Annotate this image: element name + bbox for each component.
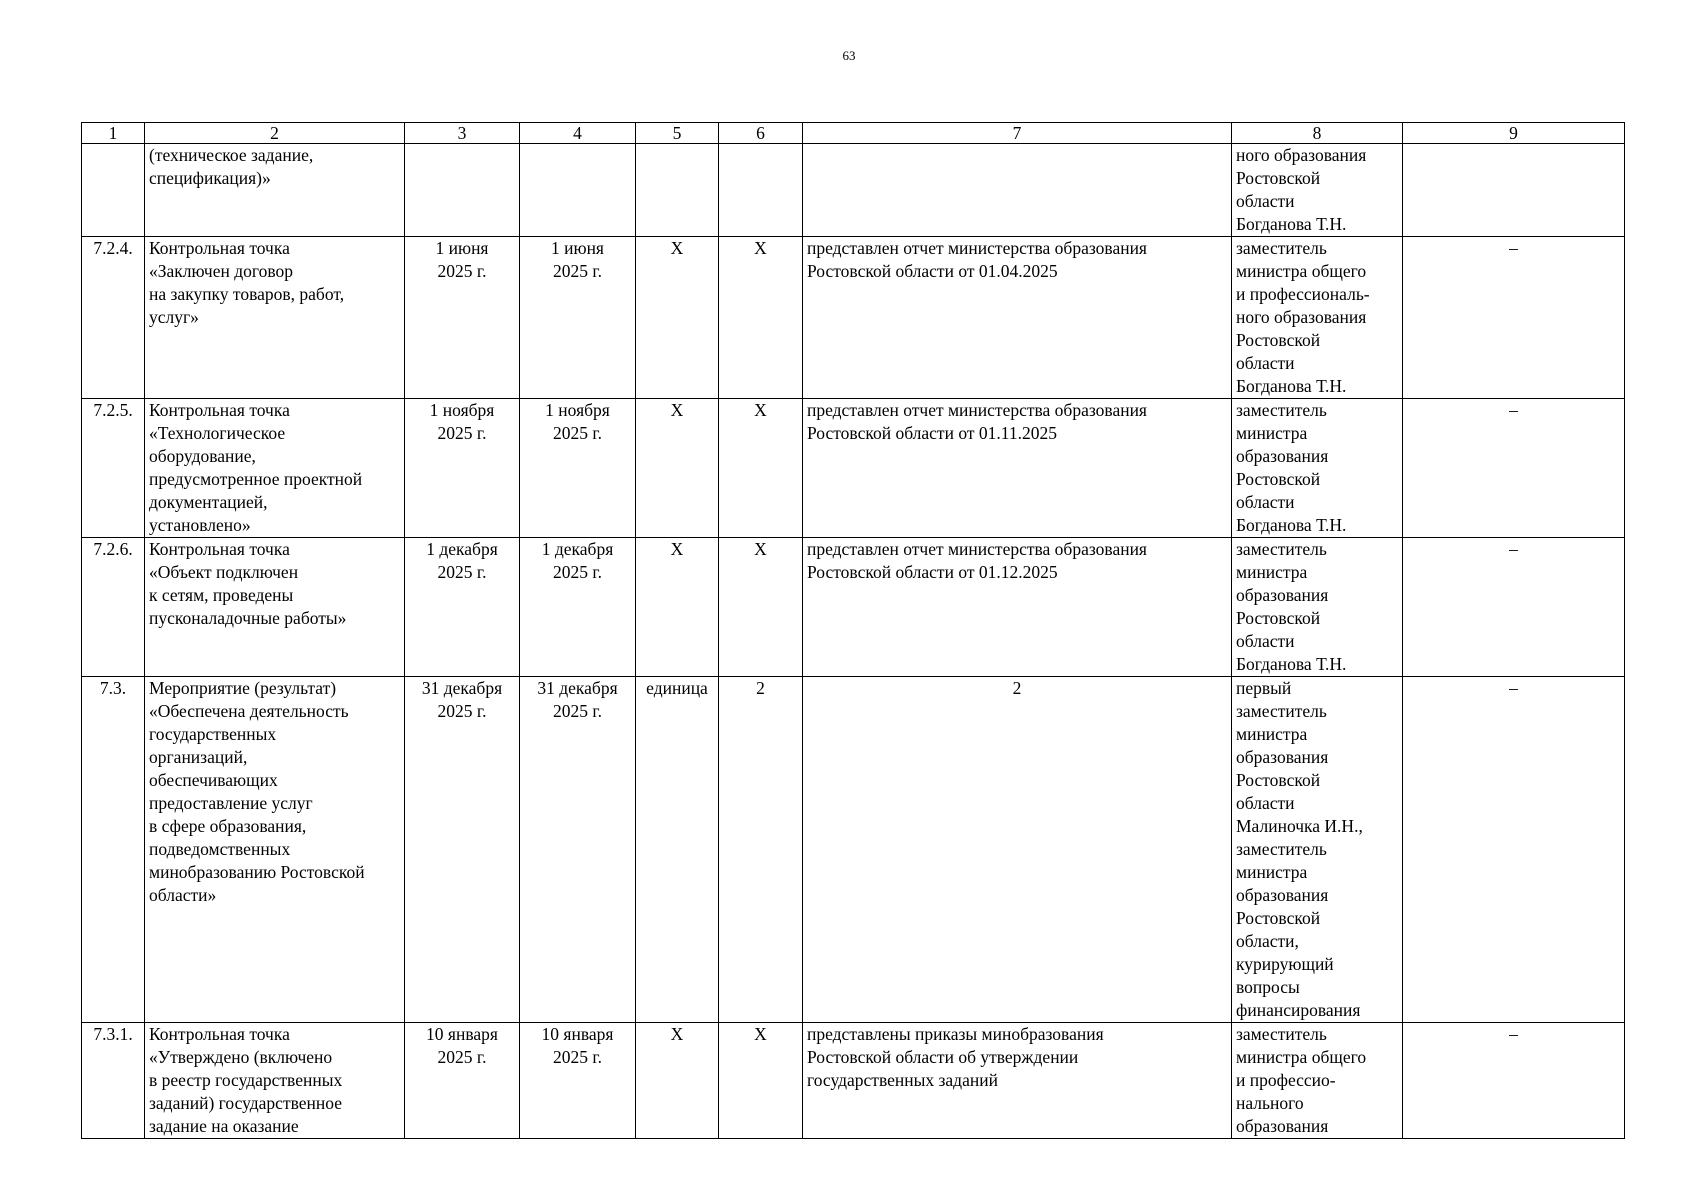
row-end-date — [520, 144, 636, 237]
row-name: Контрольная точка «Утверждено (включено в реестр государственных заданий) государственное задание на оказание — [145, 1023, 405, 1139]
row-unit: единица — [636, 677, 719, 1023]
table-row — [82, 538, 1625, 677]
column-header: 5 — [636, 123, 719, 144]
row-start-date — [405, 144, 520, 237]
row-note: – — [1403, 1023, 1625, 1139]
row-number: 7.3. — [82, 677, 145, 1023]
row-responsible: заместитель министра общего и профессиональ- ного образования Ростовской области Богданова Т.Н. — [1232, 237, 1403, 399]
row-description: 2 — [803, 677, 1232, 1023]
row-end-date: 1 декабря 2025 г. — [520, 538, 636, 677]
row-unit — [636, 144, 719, 237]
row-description: представлен отчет министерства образования Ростовской области от 01.04.2025 — [803, 237, 1232, 399]
row-start-date: 31 декабря 2025 г. — [405, 677, 520, 1023]
column-header: 1 — [82, 123, 145, 144]
page-number: 63 — [842, 48, 856, 63]
row-value: Х — [719, 399, 803, 538]
row-name: Контрольная точка «Объект подключен к сетям, проведены пусконаладочные работы» — [145, 538, 405, 677]
row-responsible: заместитель министра общего и профессио- нального образования — [1232, 1023, 1403, 1139]
row-unit: Х — [636, 1023, 719, 1139]
row-value: Х — [719, 237, 803, 399]
column-header: 6 — [719, 123, 803, 144]
row-note: – — [1403, 237, 1625, 399]
row-name: Мероприятие (результат) «Обеспечена деятельность государственных организаций, обеспечивающих предоставление услуг в сфере образования, подведомственных минобразованию Ростовской области» — [145, 677, 405, 1023]
column-header: 4 — [520, 123, 636, 144]
table-row — [82, 399, 1625, 538]
row-note: – — [1403, 399, 1625, 538]
column-number-row — [82, 123, 1625, 144]
row-name: Контрольная точка «Технологическое оборудование, предусмотренное проектной документацией, установлено» — [145, 399, 405, 538]
row-start-date: 1 ноября 2025 г. — [405, 399, 520, 538]
column-header: 8 — [1232, 123, 1403, 144]
row-value: Х — [719, 538, 803, 677]
row-number — [82, 144, 145, 237]
plan-table — [81, 122, 1625, 1139]
column-header: 2 — [145, 123, 405, 144]
table-row — [82, 237, 1625, 399]
row-start-date: 1 декабря 2025 г. — [405, 538, 520, 677]
table-row — [82, 144, 1625, 237]
column-header: 7 — [803, 123, 1232, 144]
row-number: 7.3.1. — [82, 1023, 145, 1139]
row-number: 7.2.6. — [82, 538, 145, 677]
row-number: 7.2.4. — [82, 237, 145, 399]
table-row — [82, 677, 1625, 1023]
row-name: (техническое задание, спецификация)» — [145, 144, 405, 237]
row-description — [803, 144, 1232, 237]
row-end-date: 10 января 2025 г. — [520, 1023, 636, 1139]
table-row — [82, 1023, 1625, 1139]
row-note: – — [1403, 538, 1625, 677]
row-responsible: ного образования Ростовской области Богданова Т.Н. — [1232, 144, 1403, 237]
row-value: 2 — [719, 677, 803, 1023]
row-description: представлен отчет министерства образования Ростовской области от 01.11.2025 — [803, 399, 1232, 538]
row-value — [719, 144, 803, 237]
row-number: 7.2.5. — [82, 399, 145, 538]
row-end-date: 1 июня 2025 г. — [520, 237, 636, 399]
row-start-date: 10 января 2025 г. — [405, 1023, 520, 1139]
row-responsible: заместитель министра образования Ростовской области Богданова Т.Н. — [1232, 399, 1403, 538]
row-name: Контрольная точка «Заключен договор на закупку товаров, работ, услуг» — [145, 237, 405, 399]
row-responsible: первый заместитель министра образования Ростовской области Малиночка И.Н., заместитель министра образования Ростовской области, курирующий вопросы финансирования — [1232, 677, 1403, 1023]
row-description: представлен отчет министерства образования Ростовской области от 01.12.2025 — [803, 538, 1232, 677]
row-responsible: заместитель министра образования Ростовской области Богданова Т.Н. — [1232, 538, 1403, 677]
row-description: представлены приказы минобразования Ростовской области об утверждении государственных заданий — [803, 1023, 1232, 1139]
row-unit: Х — [636, 538, 719, 677]
row-end-date: 1 ноября 2025 г. — [520, 399, 636, 538]
column-header: 3 — [405, 123, 520, 144]
row-note — [1403, 144, 1625, 237]
row-unit: Х — [636, 399, 719, 538]
row-start-date: 1 июня 2025 г. — [405, 237, 520, 399]
row-end-date: 31 декабря 2025 г. — [520, 677, 636, 1023]
row-note: – — [1403, 677, 1625, 1023]
row-value: Х — [719, 1023, 803, 1139]
row-unit: Х — [636, 237, 719, 399]
column-header: 9 — [1403, 123, 1625, 144]
